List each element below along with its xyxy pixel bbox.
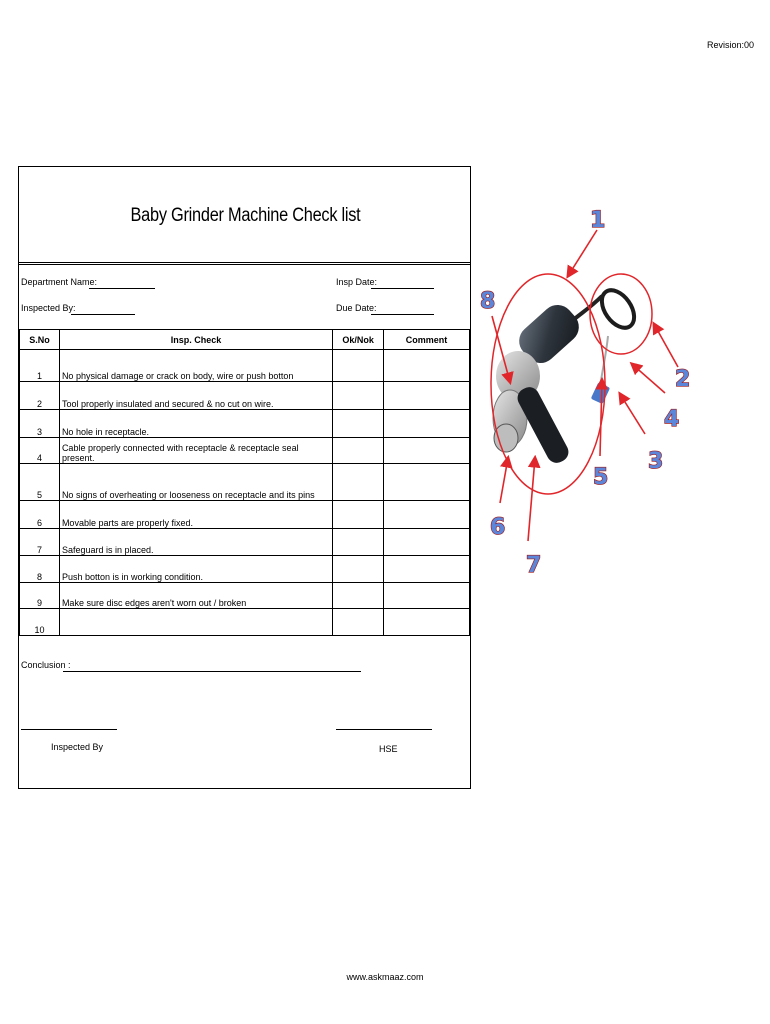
row-check: Push botton is in working condition. xyxy=(59,556,332,583)
label-6: 6 xyxy=(490,515,506,540)
arrow-7 xyxy=(528,458,535,541)
table-row xyxy=(20,556,470,583)
row-comment-cell[interactable] xyxy=(384,410,470,438)
table-row xyxy=(20,410,470,438)
row-ok-nok-cell[interactable] xyxy=(333,350,384,382)
arrow-1 xyxy=(568,230,597,276)
plug-icon xyxy=(591,382,610,404)
title-row xyxy=(19,167,470,265)
inspected-by-signature-line[interactable] xyxy=(21,729,117,730)
department-name-label: Department Name: xyxy=(21,277,98,287)
label-1: 1 xyxy=(590,208,606,233)
row-comment-cell[interactable] xyxy=(384,529,470,556)
table-header-row xyxy=(20,330,470,350)
row-ok-nok-cell[interactable] xyxy=(333,583,384,609)
inspected-by-label: Inspected By: xyxy=(21,303,76,313)
hse-signature-label: HSE xyxy=(379,744,398,754)
label-2: 2 xyxy=(675,367,691,392)
row-check: No physical damage or crack on body, wire or push botton xyxy=(59,350,332,382)
row-ok-nok-cell[interactable] xyxy=(333,438,384,464)
row-ok-nok-cell[interactable] xyxy=(333,556,384,583)
department-name-line[interactable] xyxy=(89,288,155,289)
revision-label: Revision:00 xyxy=(706,40,754,50)
table-row xyxy=(20,609,470,636)
conclusion-line[interactable] xyxy=(63,671,361,672)
label-8: 8 xyxy=(480,289,496,314)
inspection-table xyxy=(19,329,470,636)
grinder-diagram xyxy=(480,196,770,596)
table-row xyxy=(20,583,470,609)
row-check: No hole in receptacle. xyxy=(59,410,332,438)
footer-url: www.askmaaz.com xyxy=(346,972,424,982)
row-check: Cable properly connected with receptacle & receptacle seal present. xyxy=(59,438,332,464)
row-comment-cell[interactable] xyxy=(384,438,470,464)
row-ok-nok-cell[interactable] xyxy=(333,609,384,636)
row-check: Tool properly insulated and secured & no cut on wire. xyxy=(59,382,332,410)
row-sno: 4 xyxy=(20,438,60,464)
row-ok-nok-cell[interactable] xyxy=(333,464,384,501)
label-4: 4 xyxy=(664,407,680,432)
row-comment-cell[interactable] xyxy=(384,350,470,382)
row-check: Make sure disc edges aren't worn out / broken xyxy=(59,583,332,609)
row-sno: 10 xyxy=(20,609,60,636)
row-sno: 2 xyxy=(20,382,60,410)
header-sno: S.No xyxy=(20,330,60,350)
row-comment-cell[interactable] xyxy=(384,556,470,583)
row-check: Safeguard is in placed. xyxy=(59,529,332,556)
row-check: Movable parts are properly fixed. xyxy=(59,501,332,529)
label-5: 5 xyxy=(593,465,609,490)
table-row xyxy=(20,382,470,410)
row-sno: 6 xyxy=(20,501,60,529)
table-row xyxy=(20,464,470,501)
highlight-circle-cable xyxy=(590,274,652,354)
insp-date-label: Insp Date: xyxy=(336,277,378,287)
row-comment-cell[interactable] xyxy=(384,382,470,410)
hse-signature-line[interactable] xyxy=(336,729,432,730)
label-3: 3 xyxy=(648,449,664,474)
row-check: No signs of overheating or looseness on receptacle and its pins xyxy=(59,464,332,501)
row-comment-cell[interactable] xyxy=(384,583,470,609)
row-comment-cell[interactable] xyxy=(384,501,470,529)
row-sno: 7 xyxy=(20,529,60,556)
row-comment-cell[interactable] xyxy=(384,609,470,636)
row-check xyxy=(59,609,332,636)
header-comment: Comment xyxy=(384,330,470,350)
checklist-form xyxy=(18,166,471,789)
insp-date-line[interactable] xyxy=(371,288,434,289)
arrow-6 xyxy=(500,458,508,503)
row-sno: 9 xyxy=(20,583,60,609)
row-sno: 5 xyxy=(20,464,60,501)
arrow-4 xyxy=(632,364,665,393)
row-sno: 8 xyxy=(20,556,60,583)
label-7: 7 xyxy=(526,553,542,578)
row-sno: 3 xyxy=(20,410,60,438)
row-ok-nok-cell[interactable] xyxy=(333,382,384,410)
row-ok-nok-cell[interactable] xyxy=(333,529,384,556)
cable-loop xyxy=(595,284,640,333)
table-row xyxy=(20,438,470,464)
conclusion-label: Conclusion : xyxy=(21,660,71,670)
inspected-by-signature-label: Inspected By xyxy=(51,742,104,752)
row-ok-nok-cell[interactable] xyxy=(333,410,384,438)
row-ok-nok-cell[interactable] xyxy=(333,501,384,529)
header-ok-nok: Ok/Nok xyxy=(333,330,384,350)
due-date-label: Due Date: xyxy=(336,303,377,313)
inspected-by-line[interactable] xyxy=(71,314,135,315)
cable xyxy=(572,296,602,321)
table-row xyxy=(20,350,470,382)
page-title: Baby Grinder Machine Check list xyxy=(130,205,361,226)
row-comment-cell[interactable] xyxy=(384,464,470,501)
arrow-2 xyxy=(654,324,678,367)
header-insp-check: Insp. Check xyxy=(59,330,332,350)
arrow-3 xyxy=(620,394,645,434)
table-row xyxy=(20,501,470,529)
row-sno: 1 xyxy=(20,350,60,382)
due-date-line[interactable] xyxy=(371,314,434,315)
table-row xyxy=(20,529,470,556)
